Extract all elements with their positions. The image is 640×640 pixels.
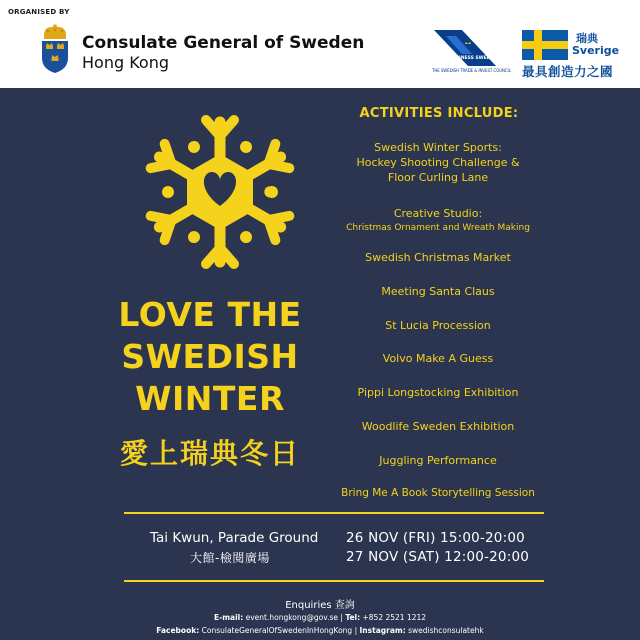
facebook-label: Facebook: <box>156 626 200 635</box>
business-sweden-tagline: THE SWEDISH TRADE & INVEST COUNCIL <box>432 68 511 73</box>
divider-bottom <box>124 580 544 582</box>
activity-item: Meeting Santa Claus <box>381 285 495 298</box>
activity-item: Juggling Performance <box>379 454 497 467</box>
event-title-line-2: SWEDISH <box>121 337 299 376</box>
consulate-name: Consulate General of Sweden <box>82 33 365 53</box>
event-title-line-3: WINTER <box>135 379 285 418</box>
venue-name-zh: 大館-檢閱廣場 <box>190 551 270 565</box>
activity-item: Bring Me A Book Storytelling Session <box>341 487 535 499</box>
tel-number[interactable]: +852 2521 1212 <box>362 613 427 622</box>
venue-name: Tai Kwun, Parade Ground <box>150 530 319 546</box>
facebook-handle[interactable]: ConsulateGeneralOfSwedenInHongKong <box>201 626 353 635</box>
swedish-flag-icon <box>522 30 568 60</box>
enquiries-heading: Enquiries 查詢 <box>285 600 355 611</box>
enquiries-contact-line: E-mail: event.hongkong@gov.se | Tel: +852 2521 1212 <box>213 613 427 622</box>
tel-label: Tel: <box>345 613 361 622</box>
header-bar <box>0 0 640 88</box>
sverige-tagline: 最具創造力之國 <box>522 64 614 79</box>
activity-item: St Lucia Procession <box>385 319 491 332</box>
instagram-handle[interactable]: swedishconsulatehk <box>408 626 484 635</box>
activity-line: Floor Curling Lane <box>387 171 489 184</box>
enquiries-social-line: Facebook: ConsulateGeneralOfSwedenInHongKong | Instagram: swedishconsulatehk <box>156 626 484 635</box>
activity-line: Swedish Winter Sports: <box>374 141 502 154</box>
activity-item <box>328 206 548 236</box>
event-date-1: 26 NOV (FRI) 15:00-20:00 <box>346 530 525 546</box>
activity-item: Volvo Make A Guess <box>382 352 494 365</box>
consulate-city: Hong Kong <box>82 53 169 72</box>
event-title-zh: 愛上瑞典冬日 <box>119 437 300 470</box>
activity-item: Woodlife Sweden Exhibition <box>361 420 515 433</box>
activity-item: Swedish Christmas Market <box>365 251 511 264</box>
activity-subline: Christmas Ornament and Wreath Making <box>346 223 530 233</box>
snowflake-heart-icon <box>132 104 308 280</box>
organised-by-label: ORGANISED BY <box>8 8 70 16</box>
activity-line: Creative Studio: <box>393 207 483 220</box>
activity-item <box>328 140 548 185</box>
activity-item: Pippi Longstocking Exhibition <box>357 386 519 399</box>
business-sweden-name: BUSINESS SWEDEN <box>448 56 498 61</box>
divider-top <box>124 512 544 514</box>
instagram-label: Instagram: <box>359 626 406 635</box>
event-title-line-1: LOVE THE <box>118 295 302 334</box>
sverige-zh-label: 瑞典 <box>576 32 598 45</box>
sverige-en-label: Sverige <box>572 44 620 57</box>
activity-line: Hockey Shooting Challenge & <box>356 156 520 169</box>
event-date-2: 27 NOV (SAT) 12:00-20:00 <box>346 549 530 565</box>
activities-heading: ACTIVITIES INCLUDE: <box>359 106 519 121</box>
email-address[interactable]: event.hongkong@gov.se <box>245 613 339 622</box>
event-title <box>104 294 316 420</box>
swedish-crest-icon <box>38 24 72 74</box>
email-label: E-mail: <box>213 613 244 622</box>
